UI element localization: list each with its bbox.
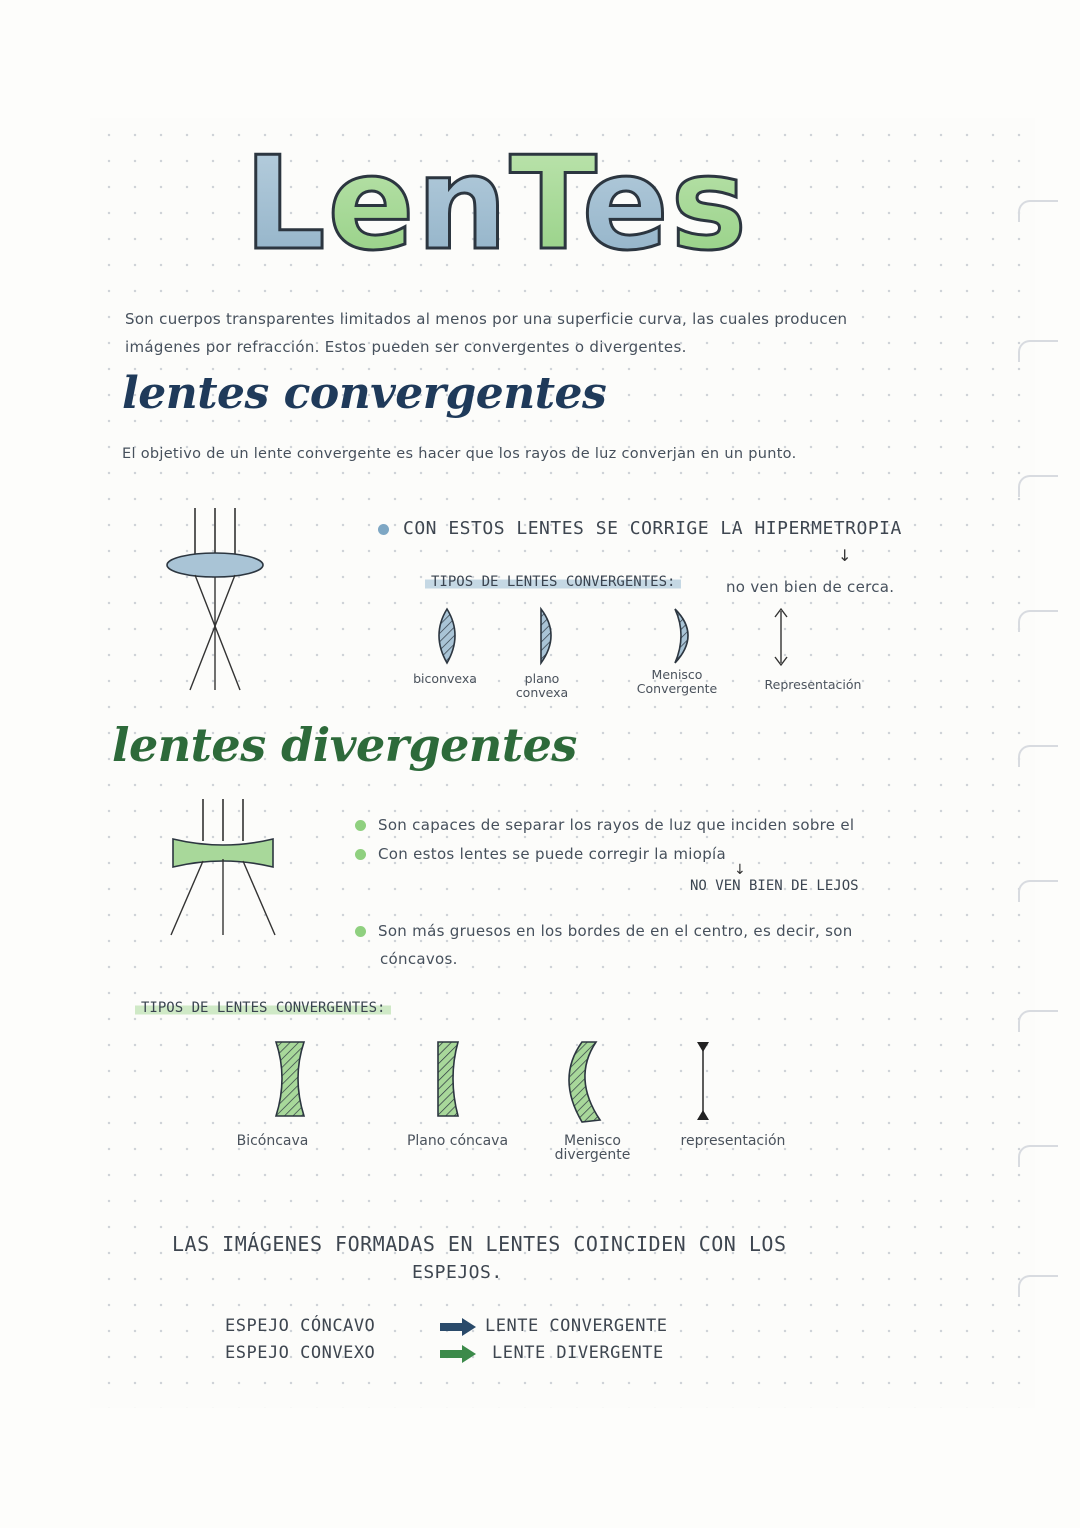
type-label: Plano cóncava <box>406 1133 509 1149</box>
tipos-divergentes-text: TIPOS DE LENTES CONVERGENTES: <box>135 1000 391 1016</box>
bullet-text: Son más gruesos en los bordes de en el centro, es decir, son <box>378 922 853 940</box>
biconcave-icon <box>276 1042 304 1116</box>
type-representacion-div <box>668 1134 798 1148</box>
type-biconvexa <box>400 672 490 686</box>
divergent-note: NO VEN BIEN DE LEJOS <box>690 878 859 894</box>
type-plano-concava <box>395 1134 520 1148</box>
divergent-bullet-3-cont: cóncavos. <box>380 950 458 968</box>
mirror-concave: ESPEJO CÓNCAVO <box>225 1316 376 1336</box>
lens-convergent: LENTE CONVERGENTE <box>485 1316 668 1336</box>
type-plano-convexa <box>497 672 587 700</box>
arrow-down-icon: ↓ <box>734 862 746 878</box>
binder-mark <box>1018 610 1058 632</box>
summary-line-2: ESPEJOS. <box>412 1262 503 1283</box>
page-title <box>240 130 749 279</box>
binder-mark <box>1018 1275 1058 1297</box>
tipos-convergentes-label <box>425 574 681 590</box>
type-label: representación <box>680 1133 786 1149</box>
type-menisco-divergente <box>540 1134 645 1162</box>
type-representacion <box>748 678 878 692</box>
type-label-2: divergente <box>554 1147 631 1163</box>
representation-arrow-icon <box>697 1042 709 1052</box>
bullet-dot <box>378 524 389 535</box>
convergent-objective: El objetivo de un lente convergente es hacer que los rayos de luz converjan en un punto. <box>122 446 797 462</box>
heading-convergentes: lentes convergentes <box>122 368 607 419</box>
heading-divergentes: lentes divergentes <box>112 718 577 772</box>
arrow-right-icon <box>438 1343 478 1365</box>
binder-mark <box>1018 200 1058 222</box>
arrow-down-icon: ↓ <box>838 546 852 565</box>
binder-mark <box>1018 745 1058 767</box>
intro-line-2: imágenes por refracción. Estos pueden ser convergentes o divergentes. <box>125 338 687 356</box>
convergent-types-shapes <box>425 605 885 667</box>
type-label: plano <box>524 671 560 686</box>
tipos-divergentes-label <box>135 1000 391 1016</box>
type-label: biconvexa <box>413 671 477 686</box>
type-biconcava <box>220 1134 325 1148</box>
binder-mark <box>1018 1010 1058 1032</box>
biconvex-icon <box>439 609 455 663</box>
type-label: Representación <box>764 677 862 692</box>
convergent-lens-diagram <box>160 500 270 695</box>
binder-mark <box>1018 475 1058 497</box>
binder-mark <box>1018 880 1058 902</box>
divergent-lens-diagram <box>165 795 280 940</box>
plano-concave-icon <box>438 1042 458 1116</box>
type-label-2: convexa <box>515 685 569 700</box>
summary-line-1: LAS IMÁGENES FORMADAS EN LENTES COINCIDEN CON LOS <box>172 1232 787 1256</box>
type-label: Menisco <box>563 1133 621 1149</box>
divergent-bullet-1 <box>355 816 955 834</box>
lens-divergent: LENTE DIVERGENTE <box>492 1343 664 1363</box>
type-label: Menisco <box>651 667 703 682</box>
binder-mark <box>1018 1145 1058 1167</box>
intro-line-1: Son cuerpos transparentes limitados al menos por una superficie curva, las cuales producen <box>125 310 848 328</box>
hipermetropia-text: CON ESTOS LENTES SE CORRIGE LA HIPERMETROPIA <box>403 518 902 539</box>
menisco-convergente-icon <box>675 609 688 663</box>
type-label-2: Convergente <box>636 681 718 696</box>
bullet-dot <box>355 926 366 937</box>
title-letter-1: L <box>244 130 328 279</box>
divergent-bullet-2 <box>355 845 955 863</box>
divergent-bullet-3 <box>355 922 955 940</box>
bullet-dot <box>355 820 366 831</box>
arrow-right-icon <box>438 1316 478 1338</box>
convergent-bullet <box>378 518 902 539</box>
type-menisco-convergente <box>625 668 729 696</box>
mirror-convex: ESPEJO CONVEXO <box>225 1343 376 1363</box>
plano-convex-icon <box>541 609 551 663</box>
convergent-note: no ven bien de cerca. <box>726 578 895 596</box>
bullet-text: Con estos lentes se puede corregir la miopía <box>378 845 726 863</box>
tipos-convergentes-text: TIPOS DE LENTES CONVERGENTES: <box>425 574 681 590</box>
menisco-divergente-icon <box>569 1042 600 1122</box>
bullet-dot <box>355 849 366 860</box>
bullet-text: Son capaces de separar los rayos de luz que inciden sobre el <box>378 816 855 834</box>
type-label: Bicóncava <box>236 1133 309 1149</box>
svg-text:LenTes: LenTes <box>244 130 749 279</box>
divergent-types-shapes <box>260 1038 730 1128</box>
binder-mark <box>1018 340 1058 362</box>
